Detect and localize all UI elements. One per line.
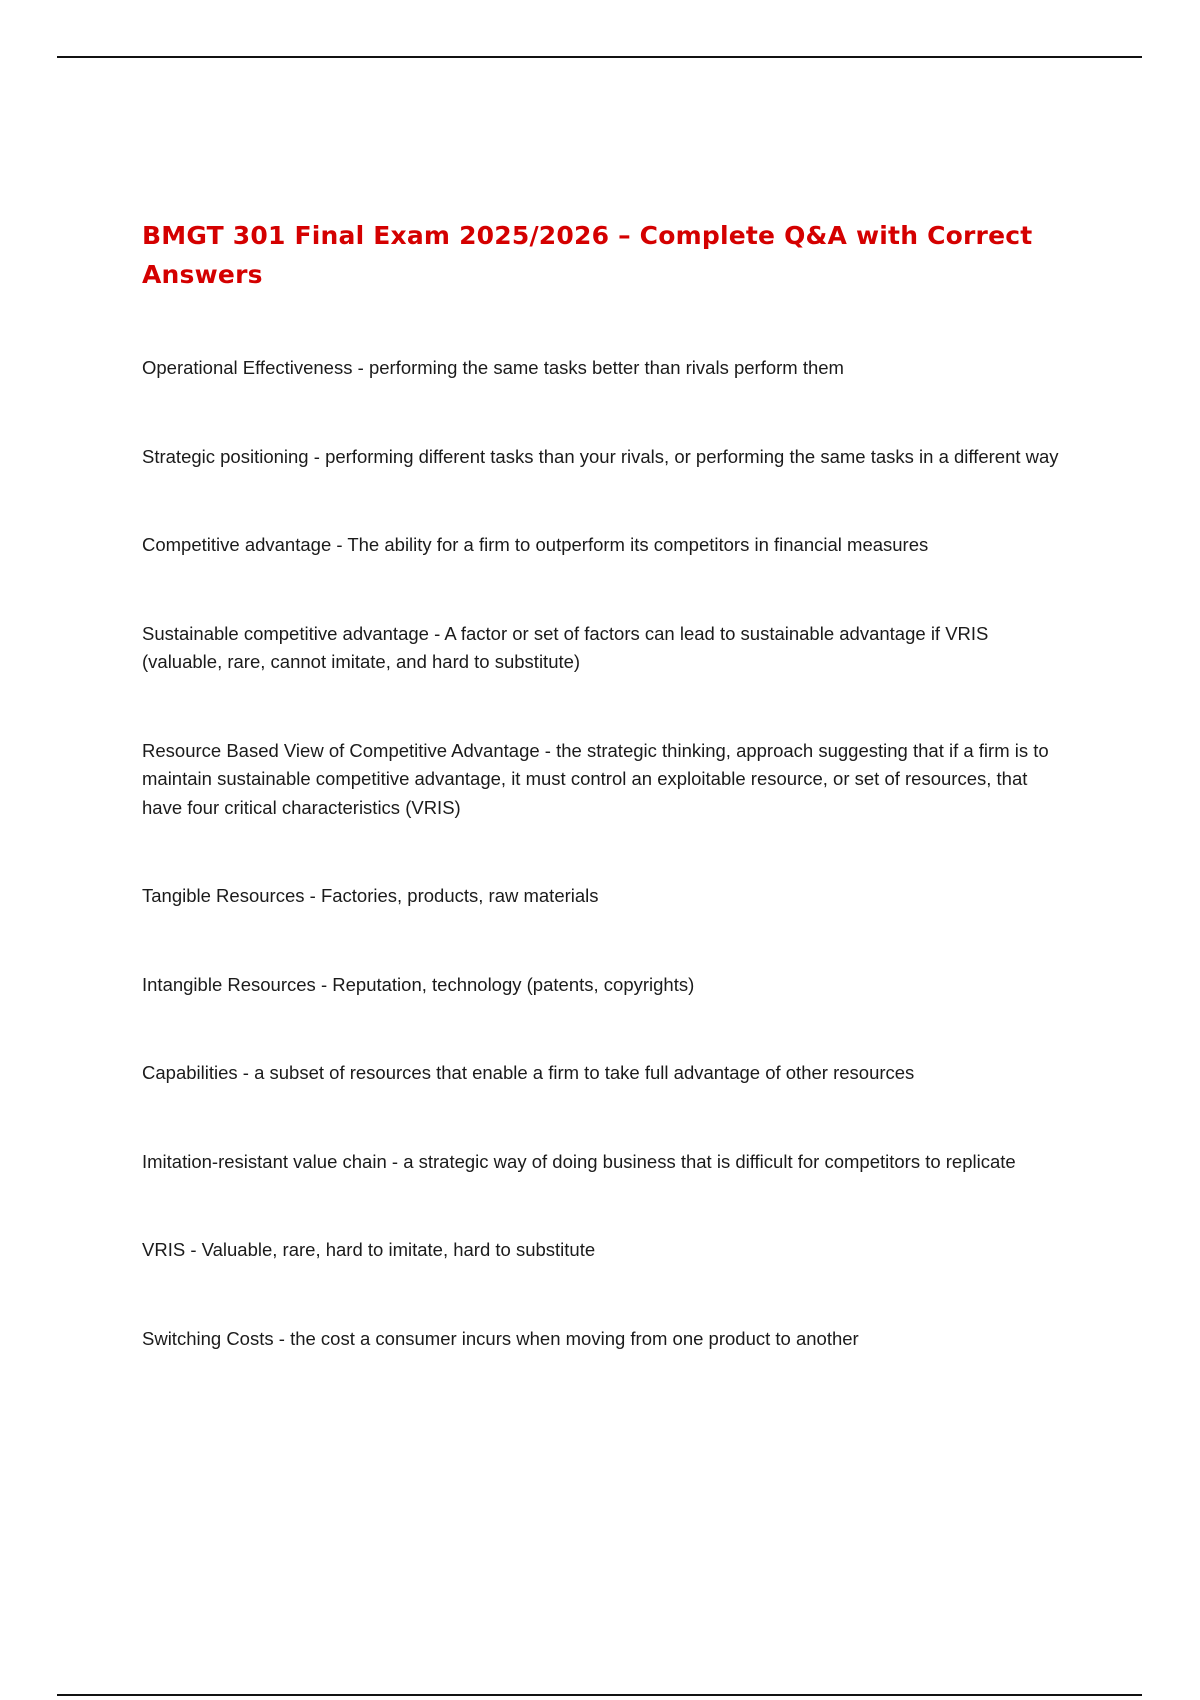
qa-term: Intangible Resources — [142, 973, 316, 995]
qa-entry — [142, 1325, 1072, 1354]
document-page — [142, 216, 1072, 1413]
qa-entry — [142, 882, 1072, 911]
qa-definition: a strategic way of doing business that is difficult for competitors to replicate — [403, 1150, 1016, 1172]
qa-definition: The ability for a firm to outperform its competitors in financial measures — [347, 534, 929, 555]
qa-separator: - — [308, 445, 326, 467]
qa-term: Operational Effectiveness — [142, 357, 353, 378]
qa-entry — [142, 1148, 1072, 1177]
qa-definition: performing the same tasks better than rivals perform them — [368, 357, 844, 378]
qa-entry — [142, 531, 1072, 560]
qa-definition: Valuable, rare, hard to imitate, hard to substitute — [201, 1239, 596, 1260]
qa-term: Imitation-resistant value chain — [142, 1150, 387, 1172]
qa-separator: - — [428, 622, 445, 644]
qa-entry — [142, 1059, 1072, 1088]
qa-definition: performing different tasks than your rivals, or performing the same tasks in a different way — [325, 445, 1059, 467]
qa-separator: - — [539, 739, 557, 761]
qa-entry — [142, 620, 1072, 677]
qa-separator: - — [304, 885, 321, 906]
qa-separator: - — [386, 1150, 404, 1172]
qa-entry — [142, 1236, 1072, 1265]
qa-term: Switching Costs — [142, 1327, 274, 1349]
qa-separator: - — [331, 534, 348, 555]
qa-separator: - — [352, 357, 369, 378]
qa-definition: the strategic thinking, approach suggesting that if a firm is to maintain sustainable competitive advantage, it must control an exploitable resource, or set of resources, that have four critical characteristics (VRIS) — [142, 739, 1049, 818]
qa-entry — [142, 443, 1072, 472]
qa-entry — [142, 737, 1072, 823]
top-rule — [57, 56, 1142, 58]
qa-term: Competitive advantage — [142, 534, 332, 555]
qa-term: Capabilities — [142, 1062, 238, 1083]
qa-separator: - — [273, 1327, 291, 1349]
qa-separator: - — [237, 1062, 255, 1083]
qa-term: Tangible Resources — [142, 885, 305, 906]
qa-term: Sustainable competitive advantage — [142, 622, 429, 644]
qa-term: Strategic positioning — [142, 445, 309, 467]
qa-separator: - — [315, 973, 333, 995]
qa-definition: a subset of resources that enable a firm to take full advantage of other resources — [254, 1062, 915, 1083]
qa-entry — [142, 971, 1072, 1000]
qa-separator: - — [185, 1239, 202, 1260]
qa-definition: A factor or set of factors can lead to sustainable advantage if VRIS (valuable, rare, cannot imitate, and hard to substitute) — [142, 622, 989, 672]
qa-entry — [142, 354, 1072, 383]
qa-list — [142, 354, 1072, 1353]
qa-definition: Reputation, technology (patents, copyrights) — [332, 973, 695, 995]
qa-term: Resource Based View of Competitive Advantage — [142, 739, 540, 761]
qa-definition: Factories, products, raw materials — [320, 885, 599, 906]
document-title: BMGT 301 Final Exam 2025/2026 – Complete Q&A with Correct Answers — [142, 221, 1033, 289]
bottom-rule — [57, 1694, 1142, 1696]
qa-term: VRIS — [142, 1239, 186, 1260]
qa-definition: the cost a consumer incurs when moving from one product to another — [290, 1327, 859, 1349]
